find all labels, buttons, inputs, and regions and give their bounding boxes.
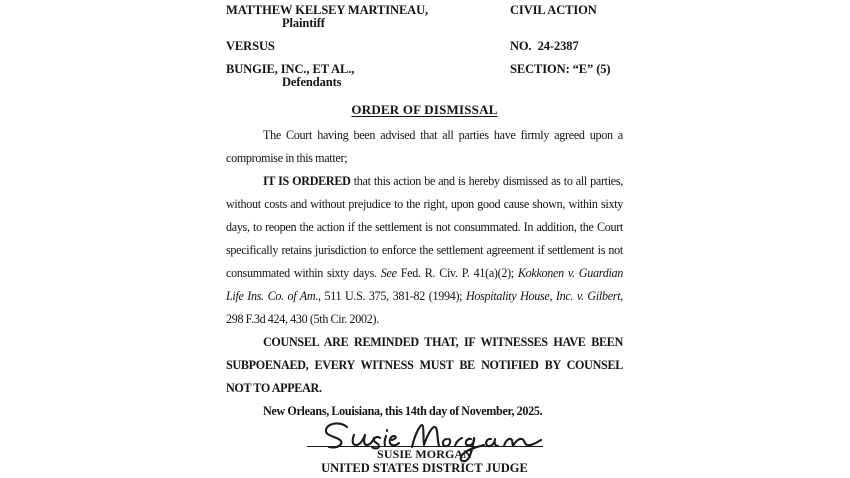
order-body — [226, 124, 623, 423]
text-run: See — [380, 266, 397, 280]
judge-title: UNITED STATES DISTRICT JUDGE — [321, 461, 528, 475]
document-content — [226, 4, 623, 423]
caption-row-defendant — [226, 63, 623, 89]
signature-block — [226, 446, 623, 475]
order-title: ORDER OF DISMISSAL — [351, 102, 498, 117]
text-run: The Court having been advised that all parties have firmly agreed upon a compromise in this matter; — [226, 128, 623, 165]
caption-row-plaintiff — [226, 4, 623, 30]
text-run: Hospitality House, Inc. v. Gilbert — [465, 289, 621, 303]
case-number: NO. 24-2387 — [510, 39, 579, 53]
text-run: Kokkonen v. Guardian Life Ins. Co. of Am. — [226, 266, 623, 303]
counsel-notice-paragraph — [226, 331, 623, 400]
text-run: , 511 U.S. 375, 381-82 (1994); — [318, 289, 466, 303]
civil-action-label: CIVIL ACTION — [510, 3, 597, 17]
date-line — [226, 400, 623, 423]
judge-printed-name: SUSIE MORGAN — [377, 447, 472, 461]
text-run: Fed. R. Civ. P. 41(a)(2); — [396, 266, 518, 280]
text-run: , 298 F.3d 424, 430 (5th Cir. 2002). — [226, 289, 623, 326]
caption-row-versus — [226, 40, 623, 53]
text-run: New Orleans, Louisiana, this 14th day of November, 2025. — [263, 404, 543, 418]
plaintiff-role: Plaintiff — [282, 16, 325, 30]
defendant-role: Defendants — [282, 75, 342, 89]
text-run: that this action be and is hereby dismissed as to all parties, without costs and without prejudice to the right, upon good cause shown, within sixty days, to reopen the action if the settlement is not consummated. In addition, the Court specifically retains jurisdiction to enforce the settlement agreement if settlement is not consummated within sixty days. — [226, 174, 623, 280]
defendant-name: BUNGIE, INC., ET AL., — [226, 62, 355, 76]
order-paragraph-1 — [226, 124, 623, 170]
section-label: SECTION: “E” (5) — [510, 62, 611, 76]
text-run: IT IS ORDERED — [263, 174, 351, 188]
order-paragraph-2 — [226, 170, 623, 331]
text-run: COUNSEL ARE REMINDED THAT, IF WITNESSES HAVE BEEN SUBPOENAED, EVERY WITNESS MUST BE NOTIFIED BY COUNSEL NOT TO APPEAR. — [226, 335, 623, 395]
case-caption — [226, 4, 623, 89]
plaintiff-name: MATTHEW KELSEY MARTINEAU, — [226, 3, 429, 17]
versus-label: VERSUS — [226, 39, 275, 53]
